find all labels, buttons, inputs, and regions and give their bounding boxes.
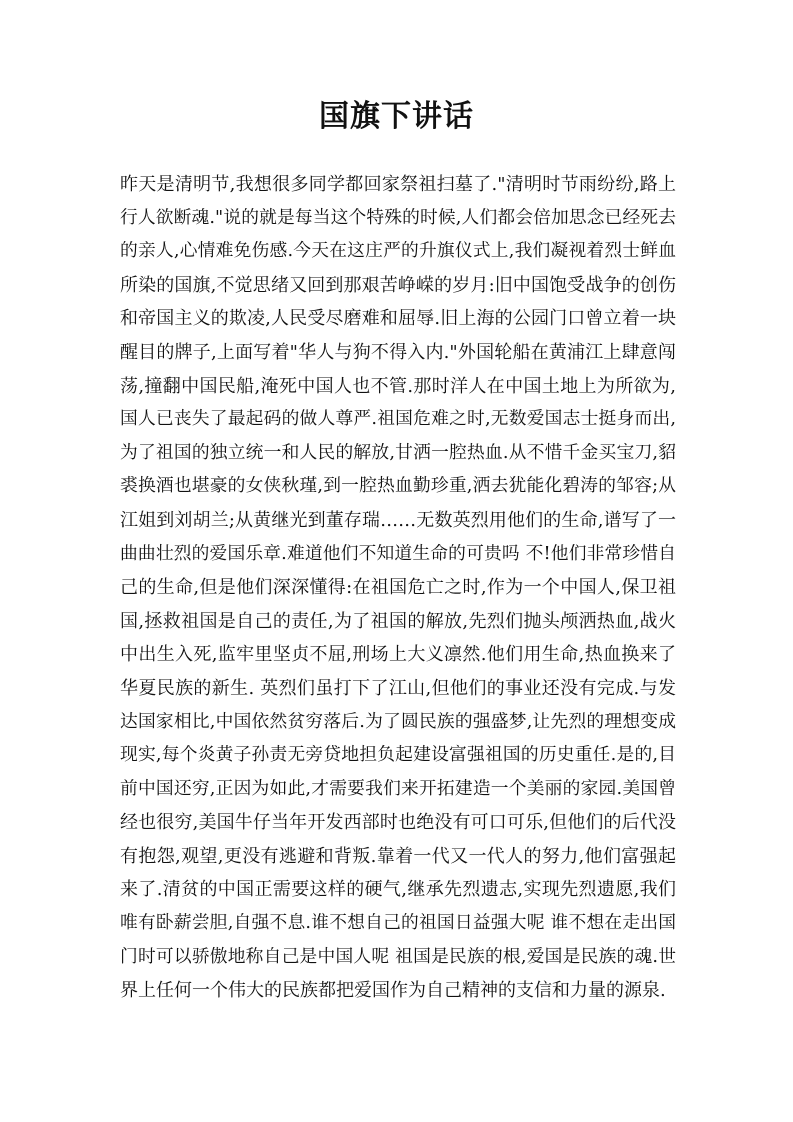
page-title: 国旗下讲话 [319, 99, 474, 134]
text-line: 荡,撞翻中国民船,淹死中国人也不管.那时洋人在中国土地上为所欲为, [120, 375, 676, 397]
text-line: 来了.清贫的中国正需要这样的硬气,继承先烈遗志,实现先烈遗愿,我们 [120, 879, 676, 901]
text-line: 唯有卧薪尝胆,自强不息.谁不想自己的祖国日益强大呢 谁不想在走出国 [120, 913, 676, 934]
text-line: 国人已丧失了最起码的做人尊严.祖国危难之时,无数爱国志士挺身而出, [120, 409, 676, 430]
text-line: 中出生入死,监牢里坚贞不屈,刑场上大义凛然.他们用生命,热血换来了 [120, 644, 676, 666]
text-line: 国,拯救祖国是自己的责任,为了祖国的解放,先烈们抛头颅洒热血,战火 [120, 610, 676, 632]
text-line: 界上任何一个伟大的民族都把爱国作为自己精神的支信和力量的源泉. [120, 980, 666, 1002]
text-line: 裘换酒也堪豪的女侠秋瑾,到一腔热血勤珍重,洒去犹能化碧涛的邹容;从 [120, 476, 676, 497]
text-line: 昨天是清明节,我想很多同学都回家祭祖扫墓了."清明时节雨纷纷,路上 [120, 174, 676, 195]
text-line: 有抱怨,观望,更没有逃避和背叛.靠着一代又一代人的努力,他们富强起 [120, 845, 676, 867]
text-line: 为了祖国的独立统一和人民的解放,甘洒一腔热血.从不惜千金买宝刀,貂 [120, 442, 676, 463]
text-line: 的亲人,心情难免伤感.今天在这庄严的升旗仪式上,我们凝视着烈士鲜血 [120, 241, 676, 262]
text-line: 江姐到刘胡兰;从黄继光到董存瑞……无数英烈用他们的生命,谱写了一 [120, 509, 676, 531]
text-line: 行人欲断魂."说的就是每当这个特殊的时候,人们都会倍加思念已经死去 [120, 207, 676, 228]
text-line: 曲曲壮烈的爱国乐章.难道他们不知道生命的可贵吗 不!他们非常珍惜自 [120, 543, 676, 564]
text-line: 华夏民族的新生. 英烈们虽打下了江山,但他们的事业还没有完成.与发 [120, 677, 676, 699]
text-line: 达国家相比,中国依然贫穷落后.为了圆民族的强盛梦,让先烈的理想变成 [120, 711, 676, 732]
text-line: 己的生命,但是他们深深懂得:在祖国危亡之时,作为一个中国人,保卫祖 [120, 577, 676, 599]
text-line: 和帝国主义的欺凌,人民受尽磨难和屈辱.旧上海的公园门口曾立着一块 [120, 308, 676, 330]
text-line: 门时可以骄傲地称自己是中国人呢 祖国是民族的根,爱国是民族的魂.世 [120, 946, 676, 967]
speech-body [120, 168, 676, 1008]
text-line: 所染的国旗,不觉思绪又回到那艰苦峥嵘的岁月:旧中国饱受战争的创伤 [120, 274, 676, 296]
text-line: 醒目的牌子,上面写着"华人与狗不得入内."外国轮船在黄浦江上肆意闯 [120, 341, 676, 363]
text-line: 现实,每个炎黄子孙责无旁贷地担负起建设富强祖国的历史重任.是的,目 [120, 745, 676, 766]
text-line: 前中国还穷,正因为如此,才需要我们来开拓建造一个美丽的家园.美国曾 [120, 778, 676, 799]
text-line: 经也很穷,美国牛仔当年开发西部时也绝没有可口可乐,但他们的后代没 [120, 812, 676, 834]
